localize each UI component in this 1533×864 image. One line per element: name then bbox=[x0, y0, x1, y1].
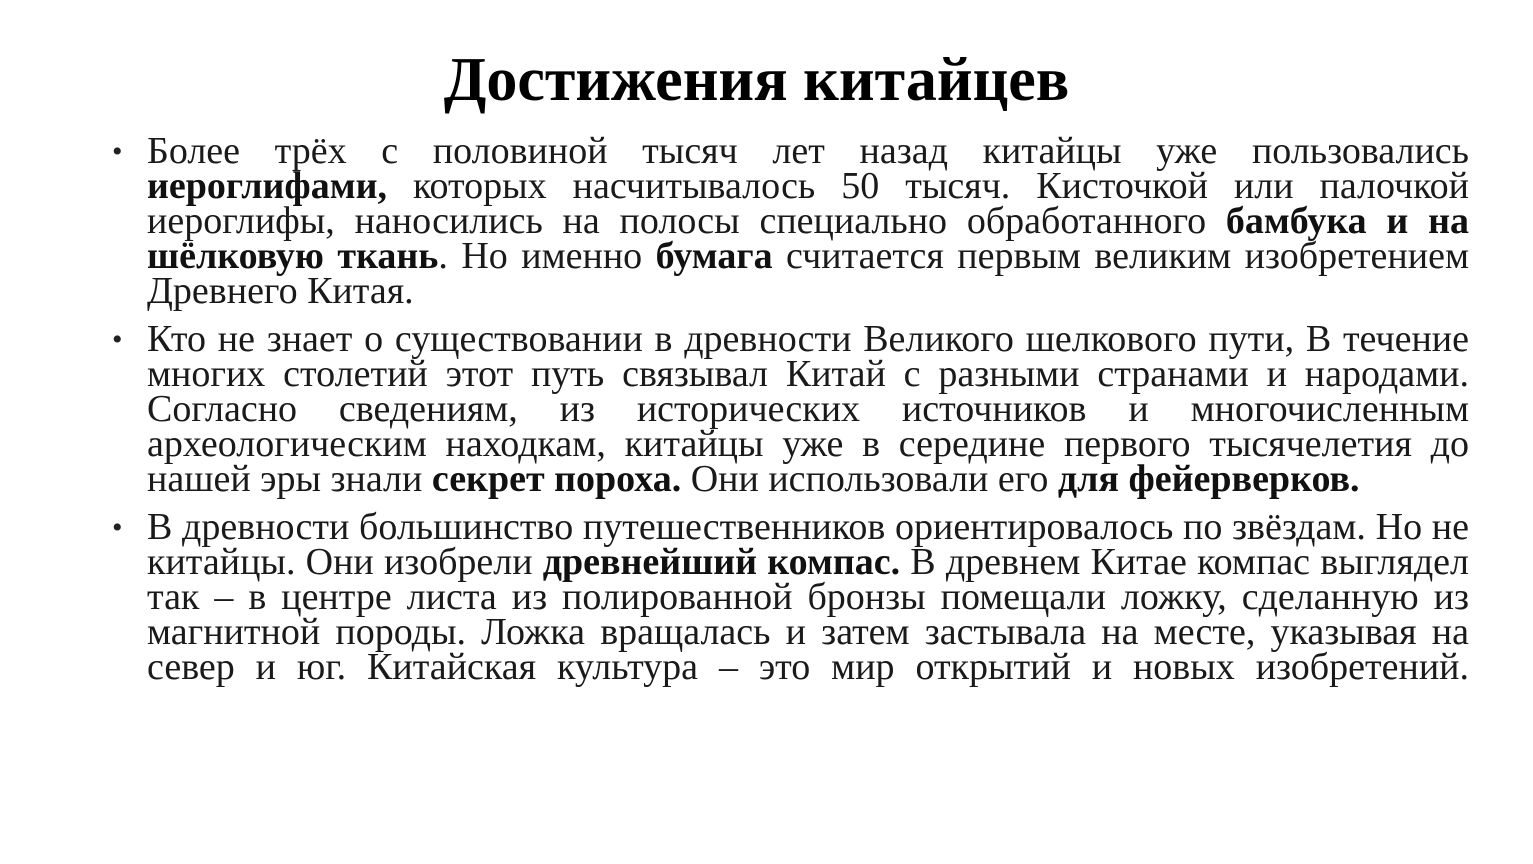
bullet-text: Более трёх с половиной тысяч лет назад китайцы уже пользовались bbox=[147, 130, 1469, 172]
slide-title: Достижения китайцев bbox=[443, 46, 1070, 114]
bullet-marker: • bbox=[112, 511, 123, 544]
bullet-emphasis: бумага bbox=[655, 235, 773, 277]
bullet-text: которых насчитывалось 50 тысяч. Кисточкой или палочкой иероглифы, наносились на полосы специально обработанного bbox=[147, 165, 1469, 242]
bullet-item-gunpowder bbox=[112, 318, 1469, 500]
bullet-text: В древнем Китае компас выглядел так – в центре листа из полированной бронзы помещали ложку, сделанную из магнитной породы. Ложка вращалась и затем застывала на месте, указывая на север и юг. Китайская культура – это мир открытий и новых изобретений. bbox=[147, 541, 1469, 688]
bullet-emphasis: древнейший компас. bbox=[542, 541, 901, 583]
bullet-item-compass bbox=[112, 506, 1469, 688]
bullet-text: В древности большинство путешественников ориентировалось по звёздам. Но не китайцы. Они изобрели bbox=[147, 506, 1469, 583]
bullet-text: Кто не знает о существовании в древности Великого шелкового пути, В течение многих столетий этот путь связывал Китай с разными странами и народами. Согласно сведениям, из исторических источников и многочисленным археологическим находкам, китайцы уже в середине первого тысячелетия до нашей эры знали bbox=[147, 318, 1469, 500]
bullet-text: Они использовали его bbox=[681, 458, 1058, 500]
bullet-emphasis: бамбука и на шёлковую ткань bbox=[147, 200, 1470, 277]
bullet-emphasis: иероглифами, bbox=[147, 165, 388, 207]
bullet-marker: • bbox=[112, 135, 123, 168]
bullet-marker: • bbox=[112, 323, 123, 356]
bullet-emphasis: секрет пороха. bbox=[431, 458, 682, 500]
bullet-text: . Но именно bbox=[438, 235, 656, 277]
bullet-item-writing bbox=[112, 130, 1470, 312]
bullet-emphasis: для фейерверков. bbox=[1057, 458, 1360, 500]
bullet-list bbox=[112, 130, 1470, 698]
bullet-text: считается первым великим изобретением Древнего Китая. bbox=[147, 235, 1469, 312]
